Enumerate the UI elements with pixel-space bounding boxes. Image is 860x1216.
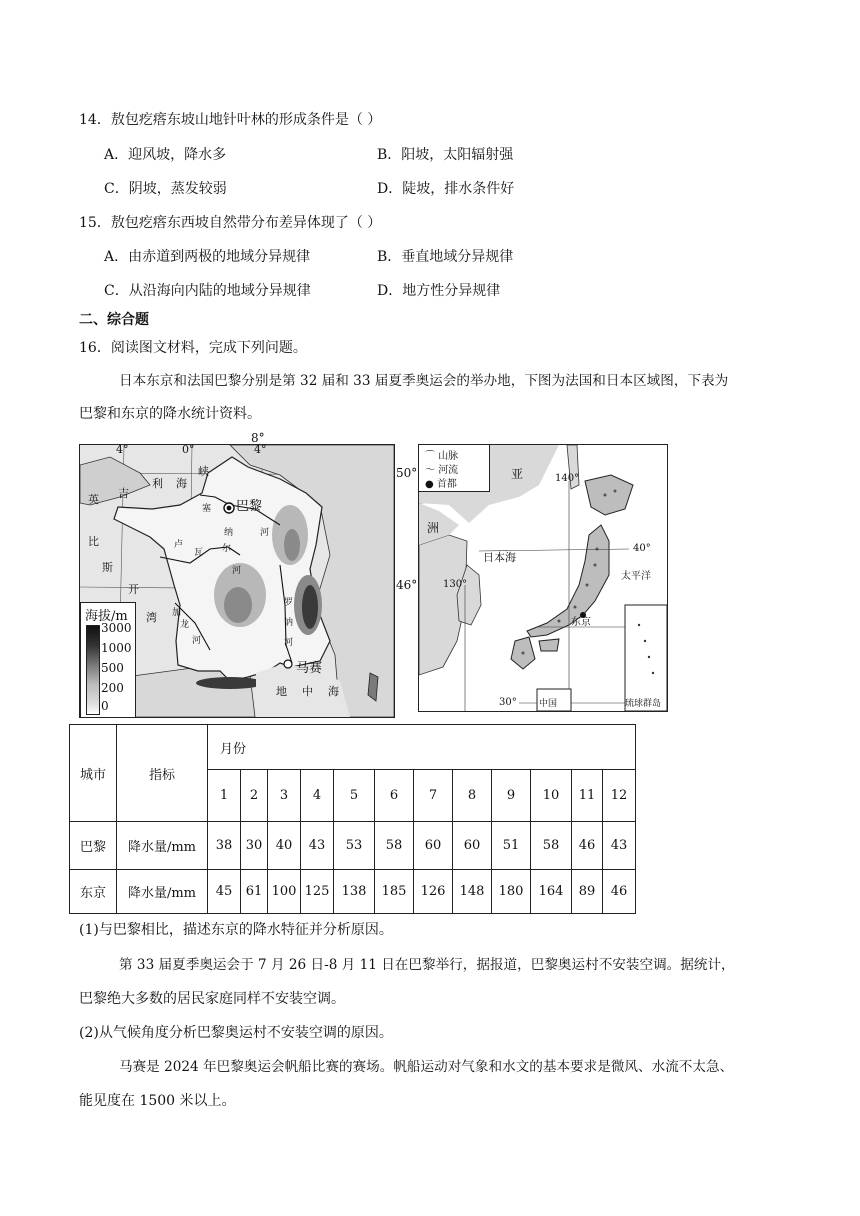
- q14-option-c: C．阴坡，蒸发较弱: [104, 181, 227, 197]
- table-row: [70, 870, 636, 914]
- label-marseille: 马赛: [296, 661, 323, 676]
- label-biscay-4: 湾: [146, 611, 157, 624]
- row-city: 东京: [70, 870, 117, 914]
- table-cell: 60: [414, 822, 453, 870]
- legend-river: [425, 461, 458, 476]
- label-zhou: 洲: [427, 521, 440, 535]
- q16-sub2: (2)从气候角度分析巴黎奥运村不安装空调的原因。: [79, 1025, 393, 1041]
- month-header: 6: [375, 770, 414, 822]
- q14-option-a: A．迎风坡，降水多: [104, 147, 227, 163]
- elevation-level-0: 0: [101, 699, 109, 713]
- elevation-level-1000: 1000: [101, 641, 132, 655]
- label-seine-3: 河: [260, 528, 270, 538]
- label-med-1: 地: [276, 685, 287, 698]
- label-tokyo: 东京: [571, 617, 591, 628]
- q16-intro-line2: 巴黎和东京的降水统计资料。: [79, 406, 261, 422]
- label-garonne-1: 加: [172, 608, 182, 618]
- q15-stem: 15．敖包疙瘩东西坡自然带分布差异体现了（ ）: [79, 215, 382, 231]
- q14-option-b: B．阳坡，太阳辐射强: [377, 147, 514, 163]
- table-cell: 51: [492, 822, 531, 870]
- header-index: 指标: [117, 725, 208, 822]
- label-pacific: 太平洋: [621, 571, 651, 582]
- label-ryukyu: 琉球群岛: [625, 699, 662, 709]
- elevation-legend: [80, 602, 136, 718]
- legend-mountain-label: 山脉: [438, 451, 459, 462]
- table-cell: 46: [572, 822, 603, 870]
- q16-stem: 16．阅读图文材料，完成下列问题。: [79, 340, 307, 356]
- label-loire-1: 卢: [174, 540, 184, 550]
- mountain-icon: ⌒: [425, 451, 435, 462]
- elevation-level-200: 200: [101, 681, 124, 695]
- month-header: 4: [301, 770, 334, 822]
- river-icon: 〜: [425, 465, 435, 476]
- month-header: 3: [268, 770, 301, 822]
- precipitation-table: [69, 724, 636, 914]
- label-uk-2: 吉: [118, 487, 129, 500]
- month-header: 2: [241, 770, 268, 822]
- table-cell: 126: [414, 870, 453, 914]
- lat-label-30: 30°: [499, 697, 517, 708]
- label-biscay-3: 开: [128, 583, 139, 596]
- table-cell: 46: [603, 870, 636, 914]
- lon-label-4w: 4°: [116, 444, 129, 456]
- label-garonne-3: 河: [192, 636, 202, 646]
- table-cell: 40: [268, 822, 301, 870]
- q16-para3-line1: 马赛是 2024 年巴黎奥运会帆船比赛的赛场。帆船运动对气象和水文的基本要求是微风、水流不太急、: [119, 1059, 734, 1075]
- month-header: 8: [453, 770, 492, 822]
- q14-option-d: D．陡坡，排水条件好: [377, 181, 515, 197]
- month-header: 11: [572, 770, 603, 822]
- lon-label-140: 140°: [555, 473, 580, 484]
- table-cell: 164: [531, 870, 572, 914]
- legend-capital: [425, 475, 457, 490]
- france-map: [79, 444, 395, 718]
- lon-label-130: 130°: [443, 579, 468, 590]
- label-loire-2: 瓦: [194, 548, 204, 558]
- label-uk-1: 英: [88, 493, 99, 506]
- label-biscay-1: 比: [88, 535, 99, 548]
- table-cell: 61: [241, 870, 268, 914]
- elevation-level-500: 500: [101, 661, 124, 675]
- label-rhone-2: 讷: [284, 618, 294, 628]
- table-cell: 53: [334, 822, 375, 870]
- q16-sub1: (1)与巴黎相比，描述东京的降水特征并分析原因。: [79, 922, 393, 938]
- label-biscay-2: 斯: [102, 561, 113, 574]
- table-cell: 30: [241, 822, 268, 870]
- q15-option-d: D．地方性分异规律: [377, 283, 501, 299]
- table-cell: 138: [334, 870, 375, 914]
- label-asia: 亚: [511, 467, 524, 481]
- table-cell: 60: [453, 822, 492, 870]
- label-garonne-2: 龙: [180, 620, 190, 630]
- header-month: 月份: [208, 725, 636, 770]
- row-index: 降水量/mm: [117, 822, 208, 870]
- legend-mountain: [425, 447, 458, 462]
- q16-para3-line2: 能见度在 1500 米以上。: [79, 1093, 236, 1109]
- label-paris: 巴黎: [236, 499, 263, 514]
- table-cell: 180: [492, 870, 531, 914]
- legend-capital-label: 首都: [436, 479, 457, 490]
- table-cell: 43: [603, 822, 636, 870]
- table-cell: 58: [531, 822, 572, 870]
- table-cell: 43: [301, 822, 334, 870]
- label-china: 中国: [539, 699, 558, 709]
- q15-option-c: C．从沿海向内陆的地域分异规律: [104, 283, 311, 299]
- section-heading: 二、综合题: [79, 312, 149, 328]
- legend-river-label: 河流: [438, 465, 459, 476]
- label-loire-3: 尔: [222, 544, 232, 554]
- table-cell: 89: [572, 870, 603, 914]
- label-rhone-3: 河: [284, 638, 294, 648]
- month-header: 5: [334, 770, 375, 822]
- q14-stem: 14．敖包疙瘩东坡山地针叶林的形成条件是（ ）: [79, 112, 382, 128]
- table-cell: 148: [453, 870, 492, 914]
- label-loire-4: 河: [232, 566, 242, 576]
- month-header: 10: [531, 770, 572, 822]
- table-cell: 45: [208, 870, 241, 914]
- table-cell: 38: [208, 822, 241, 870]
- label-rhone-1: 罗: [284, 598, 294, 608]
- lat-label-46: 46°: [396, 578, 418, 592]
- q16-intro-line1: 日本东京和法国巴黎分别是第 32 届和 33 届夏季奥运会的举办地，下图为法国和日本区域图，下表为: [119, 373, 729, 389]
- label-strait-2: 海: [176, 477, 187, 490]
- lon-label-4e: 4°: [254, 444, 267, 456]
- q15-option-a: A．由赤道到两极的地域分异规律: [104, 249, 311, 265]
- elevation-legend-ramp: [86, 625, 100, 715]
- label-seine-2: 纳: [224, 528, 234, 538]
- row-city: 巴黎: [70, 822, 117, 870]
- elevation-legend-title: 海拔/m: [85, 609, 128, 624]
- month-header: 12: [603, 770, 636, 822]
- elevation-level-3000: 3000: [101, 621, 132, 635]
- lat-label-50: 50°: [396, 466, 418, 480]
- lon-label-0: 0°: [182, 444, 195, 456]
- lat-label-40: 40°: [633, 543, 651, 554]
- label-seine-1: 塞: [202, 504, 212, 514]
- lon-label-8e: 8°: [251, 431, 265, 445]
- month-header: 9: [492, 770, 531, 822]
- label-strait-3: 峡: [198, 465, 209, 478]
- month-header: 7: [414, 770, 453, 822]
- japan-legend: [419, 445, 490, 492]
- label-strait-1: 利: [152, 477, 163, 490]
- table-row: [70, 822, 636, 870]
- row-index: 降水量/mm: [117, 870, 208, 914]
- header-city: 城市: [70, 725, 117, 822]
- q15-option-b: B．垂直地域分异规律: [377, 249, 514, 265]
- label-sea-of-japan: 日本海: [483, 551, 516, 564]
- month-header: 1: [208, 770, 241, 822]
- table-cell: 125: [301, 870, 334, 914]
- q16-para2-line2: 巴黎绝大多数的居民家庭同样不安装空调。: [79, 991, 345, 1007]
- label-med-3: 海: [328, 685, 339, 698]
- table-cell: 185: [375, 870, 414, 914]
- q16-para2-line1: 第 33 届夏季奥运会于 7 月 26 日-8 月 11 日在巴黎举行，据报道，巴黎奥运村不安装空调。据统计，: [119, 957, 735, 973]
- capital-icon: ●: [425, 479, 434, 490]
- table-cell: 58: [375, 822, 414, 870]
- table-cell: 100: [268, 870, 301, 914]
- label-med-2: 中: [302, 685, 313, 698]
- japan-map: [418, 444, 668, 712]
